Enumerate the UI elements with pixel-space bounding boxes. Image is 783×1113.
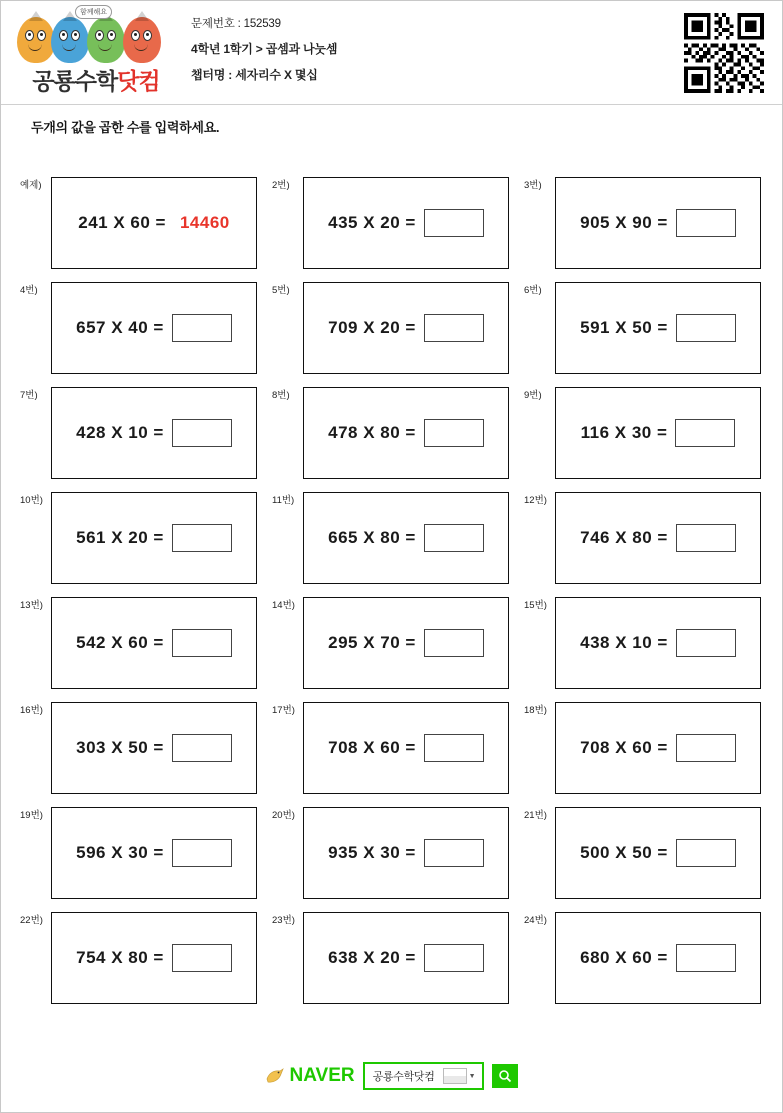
problem-box	[303, 387, 509, 479]
problem-grid	[19, 173, 767, 1013]
expression-text: 500 X 50 =	[580, 843, 668, 862]
problem-cell	[271, 278, 515, 383]
problem-number-label: 20번)	[272, 810, 295, 821]
problem-expression	[580, 944, 736, 972]
answer-input[interactable]	[424, 734, 484, 762]
dinosaur-icon-orange	[17, 17, 55, 63]
dinosaur-mascots	[17, 7, 179, 63]
problem-number-label: 6번)	[524, 285, 542, 296]
problem-box	[303, 807, 509, 899]
search-button[interactable]	[492, 1064, 518, 1088]
problem-expression	[580, 209, 736, 237]
problem-number-label: 18번)	[524, 705, 547, 716]
problem-cell	[523, 173, 767, 278]
expression-text: 438 X 10 =	[580, 633, 668, 652]
problem-expression	[580, 734, 736, 762]
problem-cell	[19, 383, 263, 488]
problem-expression	[580, 629, 736, 657]
answer-input[interactable]	[676, 839, 736, 867]
problem-expression	[328, 419, 484, 447]
answer-input[interactable]	[172, 629, 232, 657]
expression-text: 116 X 30 =	[580, 423, 668, 442]
expression-text: 905 X 90 =	[580, 213, 668, 232]
problem-expression	[76, 629, 232, 657]
problem-expression	[328, 524, 484, 552]
problem-expression	[76, 944, 232, 972]
expression-text: 657 X 40 =	[76, 318, 164, 337]
answer-input[interactable]	[676, 734, 736, 762]
problem-box	[51, 912, 257, 1004]
header-info	[191, 15, 651, 92]
problem-number-label: 22번)	[20, 915, 43, 926]
problem-box	[555, 282, 761, 374]
problem-expression	[328, 629, 484, 657]
site-logo	[13, 7, 179, 99]
problem-number-label: 12번)	[524, 495, 547, 506]
expression-text: 746 X 80 =	[580, 528, 668, 547]
problem-box	[555, 912, 761, 1004]
expression-text: 708 X 60 =	[580, 738, 668, 757]
naver-label: NAVER	[289, 1065, 355, 1086]
answer-input[interactable]	[424, 314, 484, 342]
magnifier-icon	[498, 1069, 512, 1083]
problem-expression	[328, 734, 484, 762]
problem-box	[555, 597, 761, 689]
problem-number-label: 17번)	[272, 705, 295, 716]
problem-expression	[580, 839, 736, 867]
problem-expression	[76, 734, 232, 762]
answer-input[interactable]	[676, 209, 736, 237]
problem-number-label: 13번)	[20, 600, 43, 611]
problem-cell	[523, 803, 767, 908]
logo-wordmark	[13, 63, 179, 96]
problem-expression	[581, 419, 736, 447]
answer-input[interactable]	[172, 524, 232, 552]
problem-cell	[19, 803, 263, 908]
instruction-text: 두개의 값을 곱한 수를 입력하세요.	[31, 120, 220, 135]
problem-box	[555, 807, 761, 899]
problem-number: 문제번호 : 152539	[191, 18, 281, 30]
problem-expression	[328, 944, 484, 972]
problem-expression	[76, 524, 232, 552]
expression-text: 428 X 10 =	[76, 423, 164, 442]
problem-number-label: 15번)	[524, 600, 547, 611]
ime-toggle-icon[interactable]	[443, 1068, 467, 1084]
problem-cell	[19, 173, 263, 278]
problem-box	[303, 912, 509, 1004]
problem-cell	[271, 908, 515, 1013]
dinosaur-icon-red	[123, 17, 161, 63]
problem-box	[303, 282, 509, 374]
problem-box	[51, 702, 257, 794]
expression-text: 680 X 60 =	[580, 948, 668, 967]
answer-input[interactable]	[424, 524, 484, 552]
answer-input[interactable]	[676, 629, 736, 657]
expression-text: 542 X 60 =	[76, 633, 164, 652]
expression-text: 435 X 20 =	[328, 213, 416, 232]
answer-input[interactable]	[676, 314, 736, 342]
answer-input[interactable]	[676, 944, 736, 972]
problem-expression	[580, 314, 736, 342]
expression-text: 754 X 80 =	[76, 948, 164, 967]
answer-input[interactable]	[424, 629, 484, 657]
problem-box	[555, 387, 761, 479]
answer-input[interactable]	[172, 314, 232, 342]
speech-bubble: 함께해요	[75, 5, 112, 19]
problem-cell	[271, 383, 515, 488]
grade-unit: 4학년 1학기 > 곱셈과 나눗셈	[191, 42, 338, 56]
problem-cell	[523, 278, 767, 383]
problem-box	[555, 702, 761, 794]
problem-number-label: 9번)	[524, 390, 542, 401]
problem-expression	[328, 839, 484, 867]
answer-input[interactable]	[172, 419, 232, 447]
problem-number-label: 11번)	[272, 495, 295, 506]
expression-text: 709 X 20 =	[328, 318, 416, 337]
problem-box	[51, 177, 257, 269]
page-footer	[1, 1062, 782, 1090]
expression-text: 596 X 30 =	[76, 843, 164, 862]
page-header	[1, 1, 782, 105]
problem-expression	[76, 839, 232, 867]
problem-number-label: 5번)	[272, 285, 290, 296]
expression-text: 478 X 80 =	[328, 423, 416, 442]
expression-text: 303 X 50 =	[76, 738, 164, 757]
logo-text-red: 닷컴	[117, 68, 160, 94]
problem-expression	[328, 209, 484, 237]
problem-number-label: 24번)	[524, 915, 547, 926]
problem-cell	[271, 698, 515, 803]
problem-number-label: 8번)	[272, 390, 290, 401]
problem-cell	[523, 698, 767, 803]
problem-box	[555, 492, 761, 584]
problem-expression	[78, 213, 230, 233]
problem-box	[51, 492, 257, 584]
expression-text: 295 X 70 =	[328, 633, 416, 652]
problem-number-label: 10번)	[20, 495, 43, 506]
expression-text: 241 X 60 =	[78, 213, 166, 232]
dinosaur-icon-blue	[51, 17, 89, 63]
chevron-down-icon[interactable]: ▼	[468, 1072, 476, 1080]
problem-number-label: 16번)	[20, 705, 43, 716]
problem-cell	[523, 908, 767, 1013]
answer-input[interactable]	[424, 209, 484, 237]
problem-cell	[271, 488, 515, 593]
problem-box	[555, 177, 761, 269]
naver-search-box[interactable]	[363, 1062, 484, 1090]
problem-cell	[19, 593, 263, 698]
expression-text: 708 X 60 =	[328, 738, 416, 757]
answer-input[interactable]	[676, 524, 736, 552]
answer-value: 14460	[179, 213, 230, 232]
problem-expression	[580, 524, 736, 552]
problem-number-label: 2번)	[272, 180, 290, 191]
answer-input[interactable]	[172, 944, 232, 972]
problem-cell	[19, 698, 263, 803]
problem-number-label: 23번)	[272, 915, 295, 926]
problem-box	[51, 282, 257, 374]
problem-box	[303, 177, 509, 269]
problem-cell	[523, 488, 767, 593]
problem-cell	[523, 383, 767, 488]
answer-input[interactable]	[172, 734, 232, 762]
problem-number-label: 7번)	[20, 390, 38, 401]
answer-input[interactable]	[424, 839, 484, 867]
answer-input[interactable]	[172, 839, 232, 867]
problem-cell	[271, 803, 515, 908]
naver-logo	[265, 1065, 354, 1087]
expression-text: 665 X 80 =	[328, 528, 416, 547]
problem-box	[303, 492, 509, 584]
dinosaur-icon-green	[87, 17, 125, 63]
problem-number-label: 4번)	[20, 285, 38, 296]
chapter-name: 챕터명 : 세자리수 X 몇십	[191, 68, 318, 82]
problem-number-label: 21번)	[524, 810, 547, 821]
problem-box	[303, 702, 509, 794]
expression-text: 591 X 50 =	[580, 318, 668, 337]
answer-input[interactable]	[675, 419, 735, 447]
expression-text: 638 X 20 =	[328, 948, 416, 967]
naver-bird-icon	[265, 1067, 285, 1085]
logo-text-black: 공룡수학	[32, 68, 118, 94]
problem-box	[51, 387, 257, 479]
search-term: 공룡수학닷컴	[372, 1071, 435, 1083]
problem-expression	[328, 314, 484, 342]
answer-input[interactable]	[424, 419, 484, 447]
problem-expression	[76, 314, 232, 342]
problem-cell	[523, 593, 767, 698]
problem-number-label: 14번)	[272, 600, 295, 611]
problem-cell	[271, 173, 515, 278]
problem-expression	[76, 419, 232, 447]
problem-box	[303, 597, 509, 689]
problem-cell	[271, 593, 515, 698]
problem-number-label: 예제)	[20, 180, 42, 191]
answer-input[interactable]	[424, 944, 484, 972]
expression-text: 561 X 20 =	[76, 528, 164, 547]
problem-box	[51, 597, 257, 689]
problem-cell	[19, 908, 263, 1013]
problem-cell	[19, 488, 263, 593]
expression-text: 935 X 30 =	[328, 843, 416, 862]
problem-box	[51, 807, 257, 899]
problem-cell	[19, 278, 263, 383]
problem-number-label: 19번)	[20, 810, 43, 821]
qr-code-icon	[684, 13, 764, 93]
problem-number-label: 3번)	[524, 180, 542, 191]
